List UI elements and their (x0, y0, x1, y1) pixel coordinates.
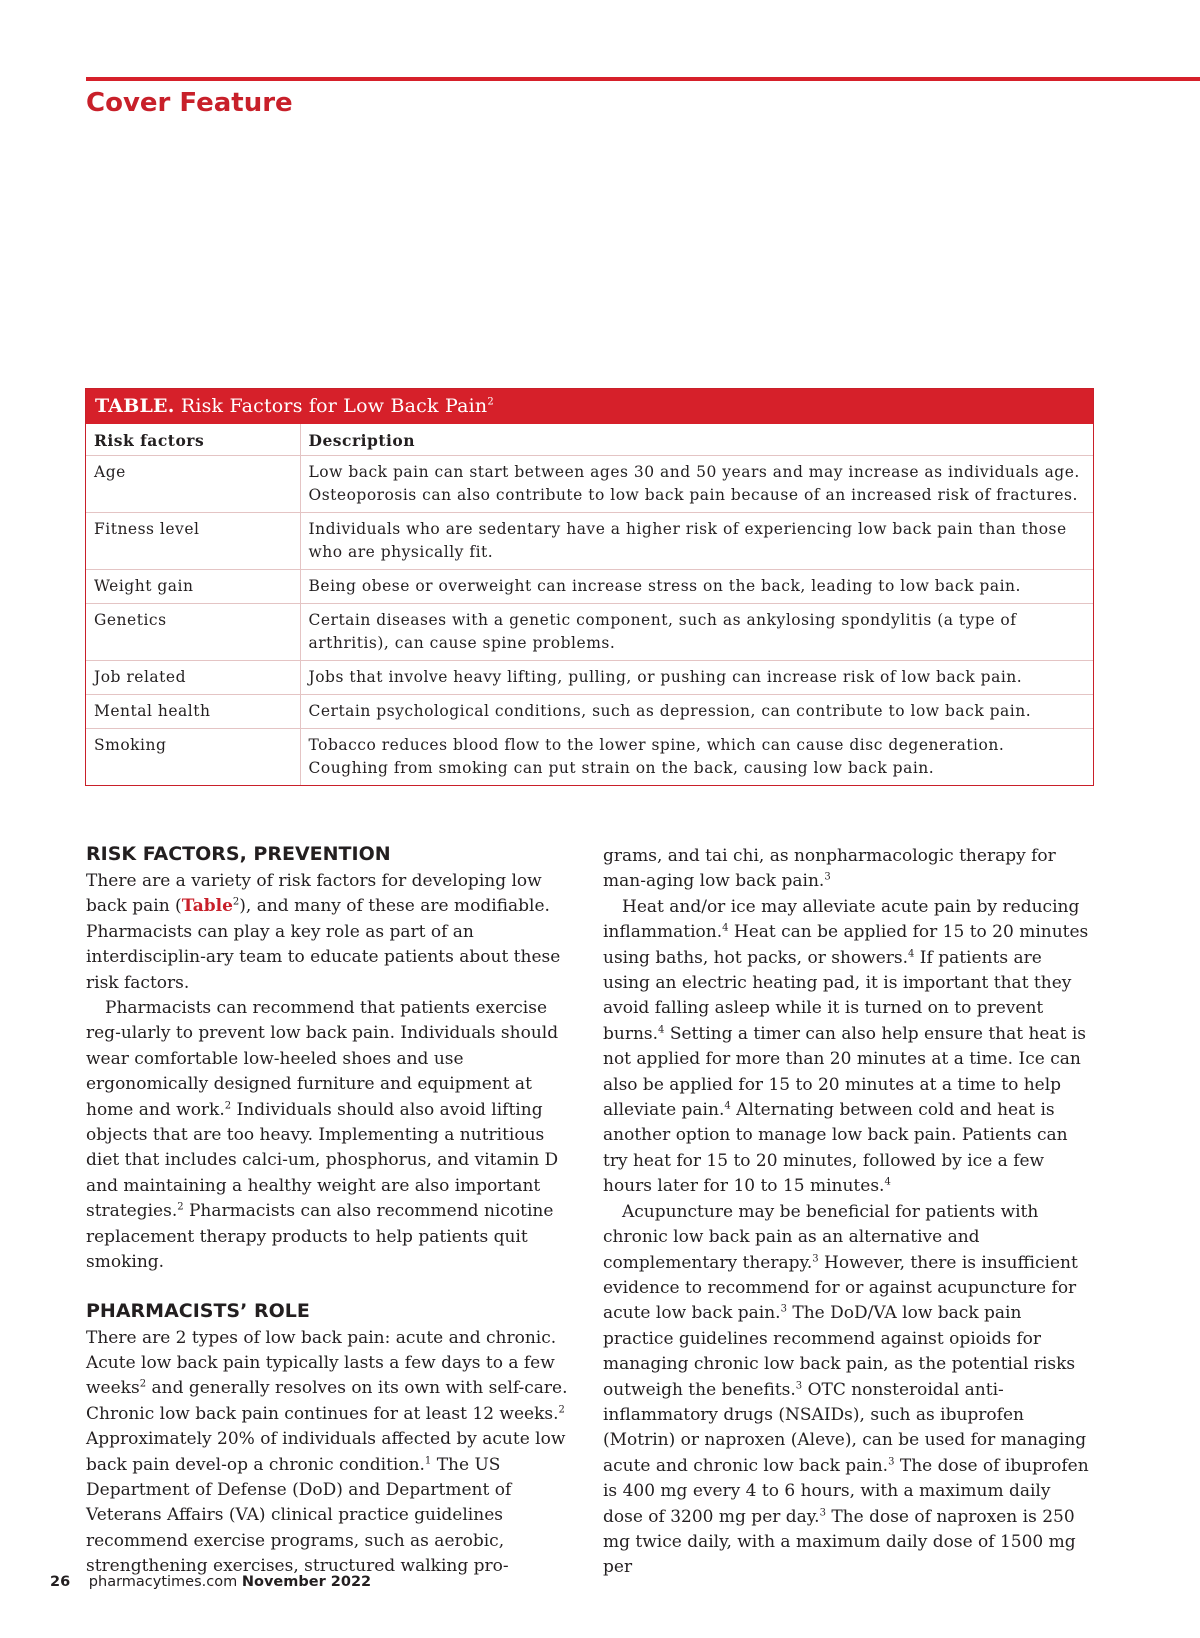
risk-factor-cell: Smoking (86, 729, 300, 786)
table-row (86, 729, 1093, 786)
table-title-bar (86, 389, 1093, 424)
site-name: pharmacytimes.com (88, 1574, 238, 1590)
description-cell: Jobs that involve heavy lifting, pulling, or pushing can increase risk of low back pain. (300, 661, 1093, 695)
description-cell: Certain psychological conditions, such as depression, can contribute to low back pain. (300, 695, 1093, 729)
table-row (86, 456, 1093, 513)
table-row (86, 695, 1093, 729)
paragraph: Acupuncture may be beneficial for patients with chronic low back pain as an alternative and complementary therapy.$^3$ However, there is insufficient evidence to recommend for or against acupuncture for acute low back pain.$^3$ The DoD/VA low back pain practice guidelines recommend against opioids for managing chronic low back pain, as the potential risks outweigh the benefits.$^3$ OTC nonsteroidal anti-inflammatory drugs (NSAIDs), such as ibuprofen (Motrin) or naproxen (Aleve), can be used for managing acute and chronic low back pain.$^3$ The dose of ibuprofen is 400 mg every 4 to 6 hours, with a maximum daily dose of 3200 mg per day.$^3$ The dose of naproxen is 250 mg twice daily, with a maximum daily dose of 1500 mg per (603, 1201, 1089, 1578)
table-link[interactable]: Table (181, 896, 233, 917)
description-cell: Low back pain can start between ages 30 and 50 years and may increase as individuals age. Osteoporosis can also contribute to low back pain because of an increased risk of fractures. (300, 456, 1093, 513)
risk-factor-cell: Mental health (86, 695, 300, 729)
table-header-row (86, 424, 1093, 456)
risk-factor-cell: Age (86, 456, 300, 513)
header-rule (86, 77, 1200, 81)
risk-factors-table (85, 388, 1094, 786)
table-title: Risk Factors for Low Back Pain (180, 395, 488, 417)
column-header-description: Description (308, 431, 416, 450)
table-row (86, 513, 1093, 570)
table-body (86, 424, 1093, 785)
article-column-left (86, 842, 572, 1580)
page-number: 26 (50, 1574, 71, 1590)
table-row (86, 570, 1093, 604)
section-label: Cover Feature (86, 88, 293, 118)
table-row (86, 604, 1093, 661)
description-cell: Being obese or overweight can increase stress on the back, leading to low back pain. (300, 570, 1093, 604)
issue-date: November 2022 (241, 1574, 372, 1590)
paragraph: grams, and tai chi, as nonpharmacologic therapy for man-aging low back pain.$^3$ (603, 846, 1056, 892)
risk-factor-cell: Weight gain (86, 570, 300, 604)
paragraph: There are 2 types of low back pain: acute and chronic. Acute low back pain typically lasts a few days to a few weeks$^2$ and generally resolves on its own with self-care. Chronic low back pain continues for at least 12 weeks.$^2$ Approximately 20% of individuals affected by acute low back pain devel-op a chronic condition.$^1$ The US Department of Defense (DoD) and Department of Veterans Affairs (VA) clinical practice guidelines recommend exercise programs, such as aerobic, strengthening exercises, structured walking pro- (86, 1327, 568, 1577)
paragraph: Heat and/or ice may alleviate acute pain by reducing inflammation.$^4$ Heat can be applied for 15 to 20 minutes using baths, hot packs, or showers.$^4$ If patients are using an electric heating pad, it is important that they avoid falling asleep while it is turned on to prevent burns.$^4$ Setting a timer can also help ensure that heat is not applied for more than 20 minutes at a time. Ice can also be applied for 15 to 20 minutes at a time to help alleviate pain.$^4$ Alternating between cold and heat is another option to manage low back pain. Patients can try heat for 15 to 20 minutes, followed by ice a few hours later for 10 to 15 minutes.$^4$ (603, 896, 1089, 1197)
description-cell: Tobacco reduces blood flow to the lower spine, which can cause disc degeneration. Coughing from smoking can put strain on the back, causing low back pain. (300, 729, 1093, 786)
column-header-risk-factors: Risk factors (86, 424, 300, 456)
description-cell: Individuals who are sedentary have a higher risk of experiencing low back pain than those who are physically fit. (300, 513, 1093, 570)
heading-risk-factors: RISK FACTORS, PREVENTION (86, 843, 391, 865)
table-title-ref: 2 (487, 396, 494, 408)
risk-factor-cell: Job related (86, 661, 300, 695)
heading-pharmacists-role: PHARMACISTS’ ROLE (86, 1299, 310, 1322)
article-column-right (603, 844, 1089, 1581)
table-row (86, 661, 1093, 695)
description-cell: Certain diseases with a genetic component, such as ankylosing spondylitis (a type of arthritis), can cause spine problems. (300, 604, 1093, 661)
paragraph: Pharmacists can recommend that patients exercise reg-ularly to prevent low back pain. Individuals should wear comfortable low-heeled shoes and use ergonomically designed furniture and equipment at home and work.$^2$ Individuals should also avoid lifting objects that are too heavy. Implementing a nutritious diet that includes calci-um, phosphorus, and vitamin D and maintaining a healthy weight are also important strategies.$^2$ Pharmacists can also recommend nicotine replacement therapy products to help patients quit smoking. (86, 998, 559, 1273)
table-label: TABLE. (95, 395, 175, 417)
page-footer (50, 1574, 371, 1590)
paragraph: There are a variety of risk factors for developing low back pain (Table$^2$), and many of these are modifiable. Pharmacists can play a key role as part of an interdisciplin-ary team to educate patients about these risk factors. (86, 871, 561, 993)
risk-factor-cell: Genetics (86, 604, 300, 661)
risk-factor-cell: Fitness level (86, 513, 300, 570)
